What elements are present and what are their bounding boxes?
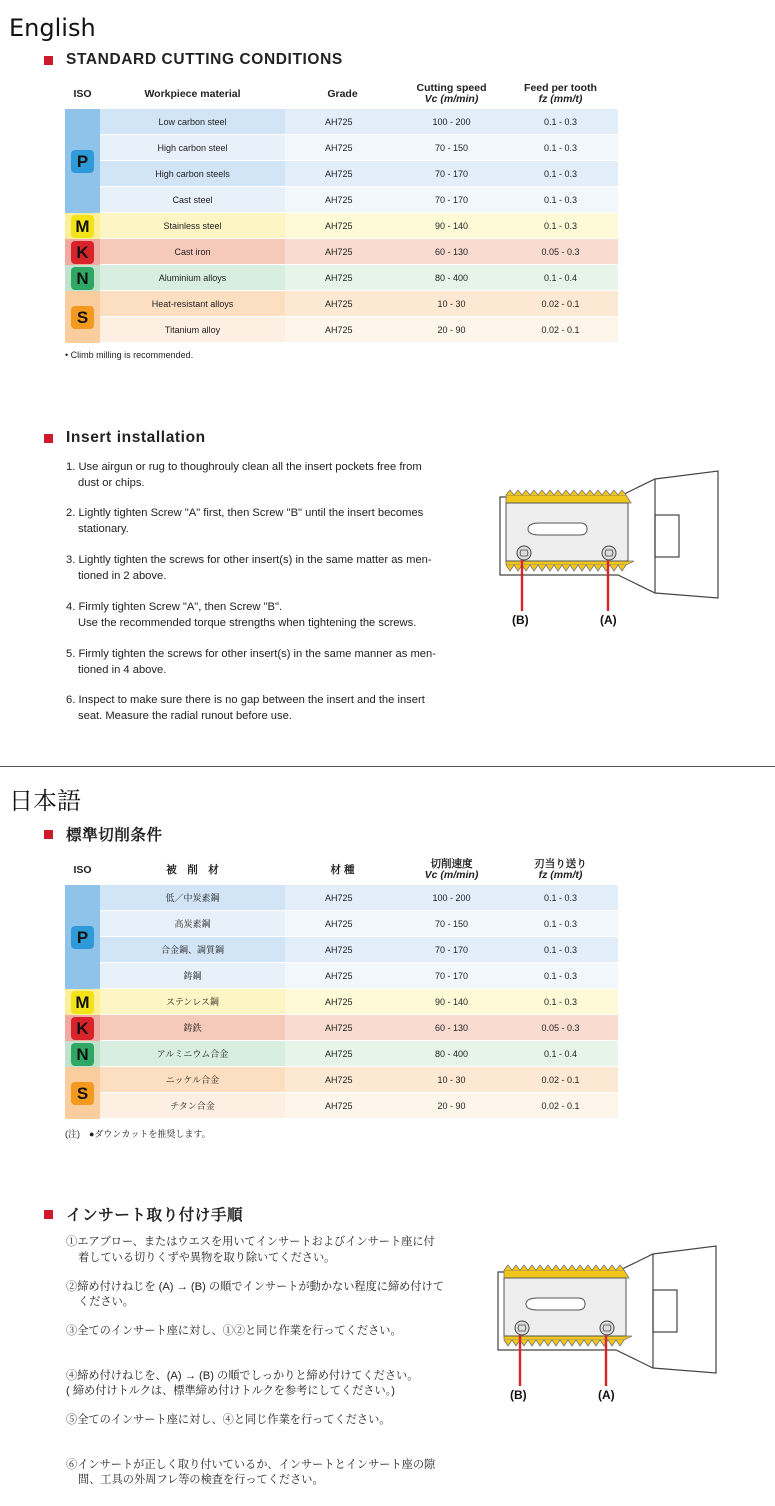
installation-step [66,553,466,584]
iso-badge-k: K [71,1017,94,1040]
cell-grade: AH725 [285,291,400,317]
cell-speed: 60 - 130 [400,239,503,265]
table-row [100,911,618,937]
cell-feed: 0.02 - 0.1 [503,1093,618,1119]
cell-speed: 70 - 170 [400,161,503,187]
cell-material: 鋳鉄 [100,1015,285,1041]
cell-speed: 60 - 130 [400,1015,503,1041]
iso-badge-k: K [71,241,94,264]
cell-grade: AH725 [285,213,400,239]
cell-grade: AH725 [285,135,400,161]
step-line: 2. Lightly tighten Screw "A" first, then Screw "B" until the insert becomes [66,507,424,519]
installation-step [66,1235,466,1266]
cell-material: Stainless steel [100,213,285,239]
table-row [100,885,618,911]
cell-speed: 100 - 200 [400,885,503,911]
cell-speed: 20 - 90 [400,317,503,343]
table-row [100,317,618,343]
cell-feed: 0.02 - 0.1 [503,291,618,317]
table-row [100,1015,618,1041]
cell-material: アルミニウム合金 [100,1041,285,1067]
insert-installation-heading [44,429,206,447]
iso-group-n [65,265,100,291]
header-grade: Grade [327,88,358,100]
cell-grade: AH725 [285,109,400,135]
header-speed [400,859,503,881]
cell-feed: 0.02 - 0.1 [503,317,618,343]
step-line: 5. Firmly tighten the screws for other insert(s) in the same manner as men- [66,648,436,660]
step-line: 1. Use airgun or rug to thoughrouly clean all the insert pockets free from [66,461,422,473]
cell-feed: 0.1 - 0.3 [503,937,618,963]
language-label-japanese: 日本語 [9,787,81,815]
cutting-conditions-table [65,80,618,340]
cell-speed: 10 - 30 [400,291,503,317]
table-note-ja: (注) ●ダウンカットを推奨します。 [65,1129,211,1139]
language-label-english: English [9,14,96,42]
step-line: ④締め付けねじを、(A) → (B) の順でしっかりと締め付けてください。 [66,1369,419,1382]
iso-group-p [65,109,100,213]
section-bullet [44,830,53,839]
screw-b-label: (B) [512,613,529,627]
header-speed-line1: Cutting speed [416,82,487,94]
iso-badge-p: P [71,926,94,949]
step-line: ⑥インサートが正しく取り付いているか、インサートとインサート座の隙 [66,1458,436,1471]
table-row [100,239,618,265]
cell-grade: AH725 [285,963,400,989]
table-row [100,963,618,989]
header-feed [503,83,618,105]
iso-group-m [65,989,100,1015]
installation-steps [66,460,466,730]
header-iso: ISO [73,88,92,100]
table-header [65,80,618,108]
table-row [100,213,618,239]
header-speed-line2: Vc (m/min) [424,93,479,105]
cell-feed: 0.1 - 0.4 [503,1041,618,1067]
cutting-conditions-title-ja: 標準切削条件 [66,827,163,844]
insert-installation-title: Insert installation [66,429,206,446]
cell-grade: AH725 [285,239,400,265]
step-line-continued: dust or chips. [78,476,145,489]
cutting-conditions-heading [44,51,343,69]
table-row [100,937,618,963]
cutting-conditions-title: STANDARD CUTTING CONDITIONS [66,51,343,68]
header-material: 被 削 材 [166,864,219,876]
cell-grade: AH725 [285,911,400,937]
step-line-continued: seat. Measure the radial runout before use. [78,709,292,722]
cell-feed: 0.1 - 0.3 [503,911,618,937]
cell-speed: 80 - 400 [400,1041,503,1067]
cell-grade: AH725 [285,989,400,1015]
table-row [100,265,618,291]
step-line: ⑤全てのインサート座に対し、④と同じ作業を行ってください。 [66,1414,391,1426]
cell-feed: 0.1 - 0.3 [503,161,618,187]
step-line-continued: tioned in 4 above. [78,663,167,676]
cutter-insert-illustration [490,465,730,635]
cell-feed: 0.1 - 0.3 [503,989,618,1015]
section-bullet [44,56,53,65]
cell-grade: AH725 [285,1093,400,1119]
iso-badge-s: S [71,306,94,329]
table-row [100,1093,618,1119]
step-line: ③全てのインサート座に対し、①②と同じ作業を行ってください。 [66,1325,402,1337]
step-line: 3. Lightly tighten the screws for other insert(s) in the same matter as men- [66,554,432,566]
installation-step [66,1280,466,1311]
cell-material: Titanium alloy [100,317,285,343]
section-bullet [44,434,53,443]
step-line-continued: tioned in 2 above. [78,569,167,582]
step-line: ②締め付けねじを (A) → (B) の順でインサートが動かない程度に締め付けて [66,1280,444,1293]
cell-material: High carbon steels [100,161,285,187]
iso-group-k [65,1015,100,1041]
cell-grade: AH725 [285,187,400,213]
cell-feed: 0.05 - 0.3 [503,1015,618,1041]
table-note: • Climb milling is recommended. [65,350,194,360]
step-line-continued: 間、工具の外周フレ等の検査を行ってください。 [78,1474,324,1486]
table-header-ja [65,856,618,884]
iso-group-k [65,239,100,265]
header-iso: ISO [73,864,92,876]
installation-step [66,600,466,631]
header-feed-line1: Feed per tooth [524,82,597,94]
installation-step [66,1458,466,1489]
cell-material: Low carbon steel [100,109,285,135]
iso-group-m [65,213,100,239]
cell-feed: 0.1 - 0.3 [503,213,618,239]
table-row [100,1041,618,1067]
installation-step [66,506,466,537]
cell-speed: 10 - 30 [400,1067,503,1093]
cell-speed: 80 - 400 [400,265,503,291]
installation-step [66,1369,466,1400]
cell-material: High carbon steel [100,135,285,161]
cell-material: Cast iron [100,239,285,265]
table-row [100,109,618,135]
cell-material: Aluminium alloys [100,265,285,291]
cell-grade: AH725 [285,885,400,911]
iso-group-s [65,291,100,343]
screw-a-label: (A) [600,613,617,627]
insert-installation-title-ja: インサート取り付け手順 [66,1207,244,1224]
cell-grade: AH725 [285,317,400,343]
cell-speed: 90 - 140 [400,989,503,1015]
cell-grade: AH725 [285,1041,400,1067]
step-line-continued: 着している切りくずや異物を取り除いてください。 [78,1251,336,1264]
cell-speed: 20 - 90 [400,1093,503,1119]
header-feed-line2: fz (mm/t) [538,93,583,105]
header-feed-line1: 刃当り送り [534,858,587,870]
iso-group-n [65,1041,100,1067]
cell-grade: AH725 [285,937,400,963]
header-grade: 材 種 [330,864,355,876]
cutter-insert-illustration [488,1240,728,1410]
cell-grade: AH725 [285,1067,400,1093]
iso-badge-p: P [71,150,94,173]
step-line: 6. Inspect to make sure there is no gap between the insert and the insert [66,694,425,706]
iso-badge-s: S [71,1082,94,1105]
table-row [100,1067,618,1093]
iso-group-p [65,885,100,989]
insert-diagram-english [490,465,730,635]
cell-grade: AH725 [285,161,400,187]
section-bullet [44,1210,53,1219]
table-row [100,989,618,1015]
cell-speed: 90 - 140 [400,213,503,239]
step-line-continued: Use the recommended torque strengths when tightening the screws. [78,616,417,629]
step-line-continued: ください。 [78,1296,134,1308]
cell-speed: 70 - 170 [400,937,503,963]
cell-feed: 0.1 - 0.3 [503,963,618,989]
screw-b-label: (B) [510,1388,527,1402]
table-row [100,135,618,161]
header-speed-line1: 切削速度 [430,858,473,870]
cell-speed: 70 - 170 [400,187,503,213]
cell-feed: 0.1 - 0.4 [503,265,618,291]
table-row [100,291,618,317]
table-row [100,187,618,213]
iso-group-s [65,1067,100,1119]
cell-speed: 100 - 200 [400,109,503,135]
cell-material: 高炭素鋼 [100,911,285,937]
installation-step [66,460,466,491]
cutting-conditions-table-ja [65,856,618,1116]
cell-material: チタン合金 [100,1093,285,1119]
installation-step [66,1413,466,1429]
installation-step [66,647,466,678]
cell-feed: 0.05 - 0.3 [503,239,618,265]
iso-badge-n: N [71,1043,94,1066]
cutting-conditions-heading-ja [44,825,163,843]
iso-badge-m: M [71,991,94,1014]
header-speed-line2: Vc (m/min) [424,869,479,881]
header-speed [400,83,503,105]
installation-step [66,693,466,724]
cell-feed: 0.1 - 0.3 [503,109,618,135]
cell-material: ニッケル合金 [100,1067,285,1093]
cell-grade: AH725 [285,1015,400,1041]
installation-step [66,1324,466,1340]
language-divider [0,766,775,767]
header-material: Workpiece material [144,88,241,100]
cell-feed: 0.1 - 0.3 [503,187,618,213]
cell-feed: 0.02 - 0.1 [503,1067,618,1093]
cell-speed: 70 - 170 [400,963,503,989]
cell-speed: 70 - 150 [400,135,503,161]
table-row [100,161,618,187]
cell-feed: 0.1 - 0.3 [503,885,618,911]
cell-material: Heat-resistant alloys [100,291,285,317]
step-line: ①エアブロー、またはウエスを用いてインサートおよびインサート座に付 [66,1236,435,1248]
insert-installation-heading-ja [44,1205,243,1223]
cell-feed: 0.1 - 0.3 [503,135,618,161]
iso-badge-m: M [71,215,94,238]
cell-speed: 70 - 150 [400,911,503,937]
cell-material: Cast steel [100,187,285,213]
step-line: 4. Firmly tighten Screw "A", then Screw "B". [66,601,283,613]
iso-badge-n: N [71,267,94,290]
insert-diagram-japanese [488,1240,728,1410]
cell-material: 鋳鋼 [100,963,285,989]
cell-material: ステンレス鋼 [100,989,285,1015]
cell-material: 低／中炭素鋼 [100,885,285,911]
installation-steps-ja [66,1235,466,1486]
step-line-continued: stationary. [78,522,129,535]
step-line-continued: ( 締め付けトルクは、標準締め付けトルクを参考にしてください。) [66,1385,395,1397]
cell-grade: AH725 [285,265,400,291]
header-feed-line2: fz (mm/t) [538,869,583,881]
cell-material: 合金鋼、調質鋼 [100,937,285,963]
header-feed [503,859,618,881]
screw-a-label: (A) [598,1388,615,1402]
